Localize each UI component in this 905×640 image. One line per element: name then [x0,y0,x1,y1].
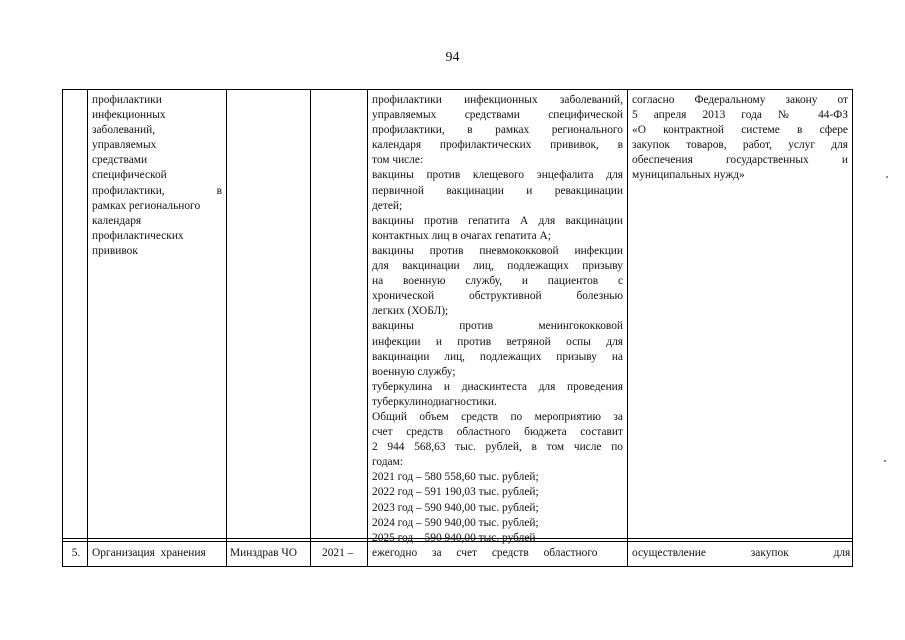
text-line: 2 944 568,63 тыс. рублей, в том числе по [372,441,623,454]
column-divider [367,89,368,566]
text-line: том числе: [372,154,424,167]
text-line: рамках регионального [92,199,201,212]
cell-measure-name [92,93,222,259]
scan-speck [884,460,886,462]
column-divider [62,89,63,566]
text-line: годам: [372,456,403,469]
text-line: туберкулина и диаскинтеста для проведения [372,380,623,393]
column-divider [627,89,628,566]
text-line: «О контрактной системе в сфере [632,124,848,137]
text-line: профилактики инфекционных заболеваний, [372,94,623,106]
text-line: легких (ХОБЛ); [372,305,449,318]
text-line: вакцины против клещевого энцефалита для [372,169,623,182]
text-line: 2022 год – 591 190,03 тыс. рублей; [372,486,539,499]
text-line: закупок товаров, работ, услуг для [632,139,848,152]
row-5-number: 5. [71,547,81,559]
text-line: профилактических [92,229,184,242]
text-line: 2023 год – 590 940,00 тыс. рублей; [372,501,539,514]
text-line: управляемых [92,139,157,152]
text-line: 2024 год – 590 940,00 тыс. рублей; [372,516,539,529]
text-line: согласно Федеральному закону от [632,94,848,106]
table-border-bottom [62,566,853,567]
text-line: хронической обструктивной болезнью [372,290,623,303]
text-line: вакцины против менингококковой [372,320,623,333]
text-line: 2021 год – 580 558,60 тыс. рублей; [372,471,539,484]
text-line: контактных лиц в очагах гепатита А; [372,229,551,242]
text-line: инфекции и против ветряной оспы для [372,335,623,348]
table-border-top [62,89,853,90]
text-line: инфекционных [92,109,166,122]
text-line: 5 апреля 2013 года № 44-ФЗ [632,109,848,122]
text-line: профилактики, в рамках регионального [372,124,623,137]
text-line: прививок [92,244,138,257]
column-divider [226,89,227,566]
text-line: вакцины против гепатита А для вакцинации [372,214,623,227]
row-5-executor: Минздрав ЧО [230,547,298,559]
page-number: 94 [445,50,460,65]
text-line: управляемых средствами специфической [372,109,623,122]
cell-measure-description [372,93,623,546]
cell-legal-basis [632,93,848,184]
text-line: на военную службу, и пациентов с [372,275,623,288]
text-line: туберкулинодиагностики. [372,395,497,408]
row-5-name: Организация хранения [92,547,206,559]
text-line: специфической [92,169,167,182]
text-line: профилактики, в [92,184,222,197]
text-line: обеспечения государственных и [632,154,848,167]
scan-speck [886,176,888,178]
text-line: военную службу; [372,365,456,378]
column-divider [852,89,853,566]
row-5-description: ежегодно за счет средств областного [372,547,598,559]
column-divider [87,89,88,566]
text-line: вакцинации лиц, подлежащих призыву на [372,350,623,363]
text-line: Общий объем средств по мероприятию за [372,410,623,423]
text-line: счет средств областного бюджета составит [372,426,623,439]
column-divider [310,89,311,566]
text-line: для вакцинации лиц, подлежащих призыву [372,260,623,273]
text-line: средствами [92,154,148,167]
text-line: муниципальных нужд» [632,169,745,182]
row-5-basis: осуществление закупок для [632,547,851,559]
text-line: календаря [92,214,142,227]
text-line: календаря профилактических прививок, в [372,139,623,152]
text-line: заболеваний, [92,124,156,137]
text-line: 2025 год – 590 940,00 тыс. рублей [372,531,536,544]
text-line: профилактики [92,94,162,106]
text-line: детей; [372,199,403,212]
text-line: вакцины против пневмококковой инфекции [372,244,623,257]
row-5-period: 2021 – [322,547,354,559]
text-line: первичной вакцинации и ревакцинации [372,184,623,197]
